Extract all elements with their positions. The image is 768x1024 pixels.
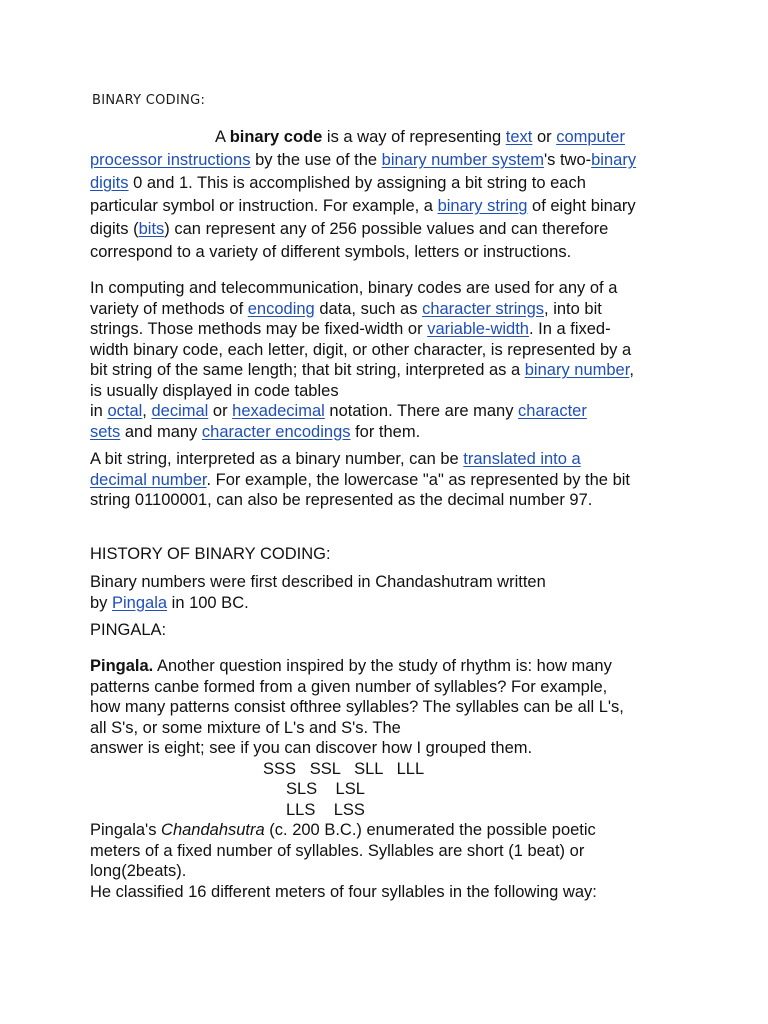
text-run: meters of a fixed number of syllables. Syllables are short (1 beat) or [90,841,585,860]
text-run: all S's, or some mixture of L's and S's. The [90,718,401,737]
text-run: ) can represent any of 256 possible values and can therefore [164,220,609,238]
link-processor-instructions[interactable]: processor instructions [90,151,251,169]
text-run: or [532,128,557,146]
text-run: long(2beats). [90,862,187,880]
text-run: digits ( [90,220,139,238]
text-run: 0 and 1. This is accomplished by assigning a bit string to each [128,174,586,192]
text-run: 's two- [543,151,592,169]
link-computer[interactable]: computer [556,128,625,146]
text-run: how many patterns consist ofthree syllables? The syllables can be all L's, [90,698,624,716]
link-text[interactable]: text [505,128,533,146]
text-run: notation. There are many [324,402,519,420]
text-run: . In a fixed- [528,320,611,338]
syllable-row-1: SSS SSL SLL LLL [263,759,425,778]
history-paragraph [90,572,690,613]
intro-paragraph [90,126,680,264]
text-run: by [90,593,113,612]
syllable-row-3: LLS LSS [286,800,365,819]
text-run: , [629,361,634,379]
text-run: width binary code, each letter, digit, or other character, is represented by a [90,340,632,359]
document-heading: BINARY CODING: [92,93,206,108]
link-character-encodings[interactable]: character encodings [201,422,351,441]
link-sets[interactable]: sets [90,422,121,441]
text-run: for them. [350,422,421,441]
text-run: by the use of the [250,151,382,169]
link-digits[interactable]: digits [90,174,129,192]
text-run: of eight binary [527,197,636,215]
chandahsutra-title: Chandahsutra [161,821,265,839]
text-run: in 100 BC. [167,593,249,612]
pingala-paragraph [90,656,710,902]
text-run: A bit string, interpreted as a binary number, can be [90,450,464,468]
link-decimal[interactable]: decimal [151,402,209,420]
link-binary[interactable]: binary [591,151,637,169]
text-run: answer is eight; see if you can discover how I grouped them. [90,739,533,757]
binary-code-term: binary code [229,128,323,146]
link-decimal-number[interactable]: decimal number [90,470,207,489]
text-run: A [215,128,230,146]
link-bits[interactable]: bits [138,220,165,238]
syllable-row-2: SLS LSL [286,780,365,798]
link-binary-string[interactable]: binary string [437,197,528,215]
link-character[interactable]: character [518,402,587,420]
text-run: variety of methods of [90,299,248,318]
pingala-name: Pingala. [90,657,154,675]
history-heading: HISTORY OF BINARY CODING: [90,545,331,563]
text-run: is usually displayed in code tables [90,381,339,400]
computing-paragraph [90,278,690,442]
text-run: , [142,402,152,420]
link-binary-number[interactable]: binary number [524,361,630,379]
link-octal[interactable]: octal [107,402,143,420]
text-run: patterns canbe formed from a given number of syllables? For example, [90,677,608,696]
link-character-strings[interactable]: character strings [422,299,545,318]
bitstring-paragraph [90,449,690,511]
link-variable-width[interactable]: variable-width [427,320,529,338]
pingala-heading: PINGALA: [90,621,167,639]
text-run: Another question inspired by the study of rhythm is: how many [153,657,612,675]
text-run: in [90,402,108,420]
text-run: (c. 200 B.C.) enumerated the possible poetic [264,821,596,839]
text-run: string 01100001, can also be represented as the decimal number 97. [90,491,593,509]
text-run: bit string of the same length; that bit string, interpreted as a [90,361,525,379]
link-binary-number-system[interactable]: binary number system [381,151,544,169]
text-run: In computing and telecommunication, binary codes are used for any of a [90,279,618,297]
link-hexadecimal[interactable]: hexadecimal [232,402,325,420]
link-encoding[interactable]: encoding [247,299,315,318]
link-pingala[interactable]: Pingala [112,593,168,612]
text-run: particular symbol or instruction. For example, a [90,197,438,215]
text-run: Pingala's [90,821,162,839]
text-run: . For example, the lowercase "a" as represented by the bit [206,470,630,489]
text-run: Binary numbers were first described in Chandashutram written [90,573,546,591]
text-run: strings. Those methods may be fixed-width or [90,320,428,338]
text-run: data, such as [314,299,423,318]
text-run: is a way of representing [322,128,506,146]
text-run: and many [120,422,202,441]
text-run: He classified 16 different meters of four syllables in the following way: [90,882,597,901]
text-run: , into bit [544,299,602,318]
link-translated-into-a[interactable]: translated into a [463,450,581,468]
text-run: or [208,402,233,420]
text-run: correspond to a variety of different symbols, letters or instructions. [90,243,572,261]
